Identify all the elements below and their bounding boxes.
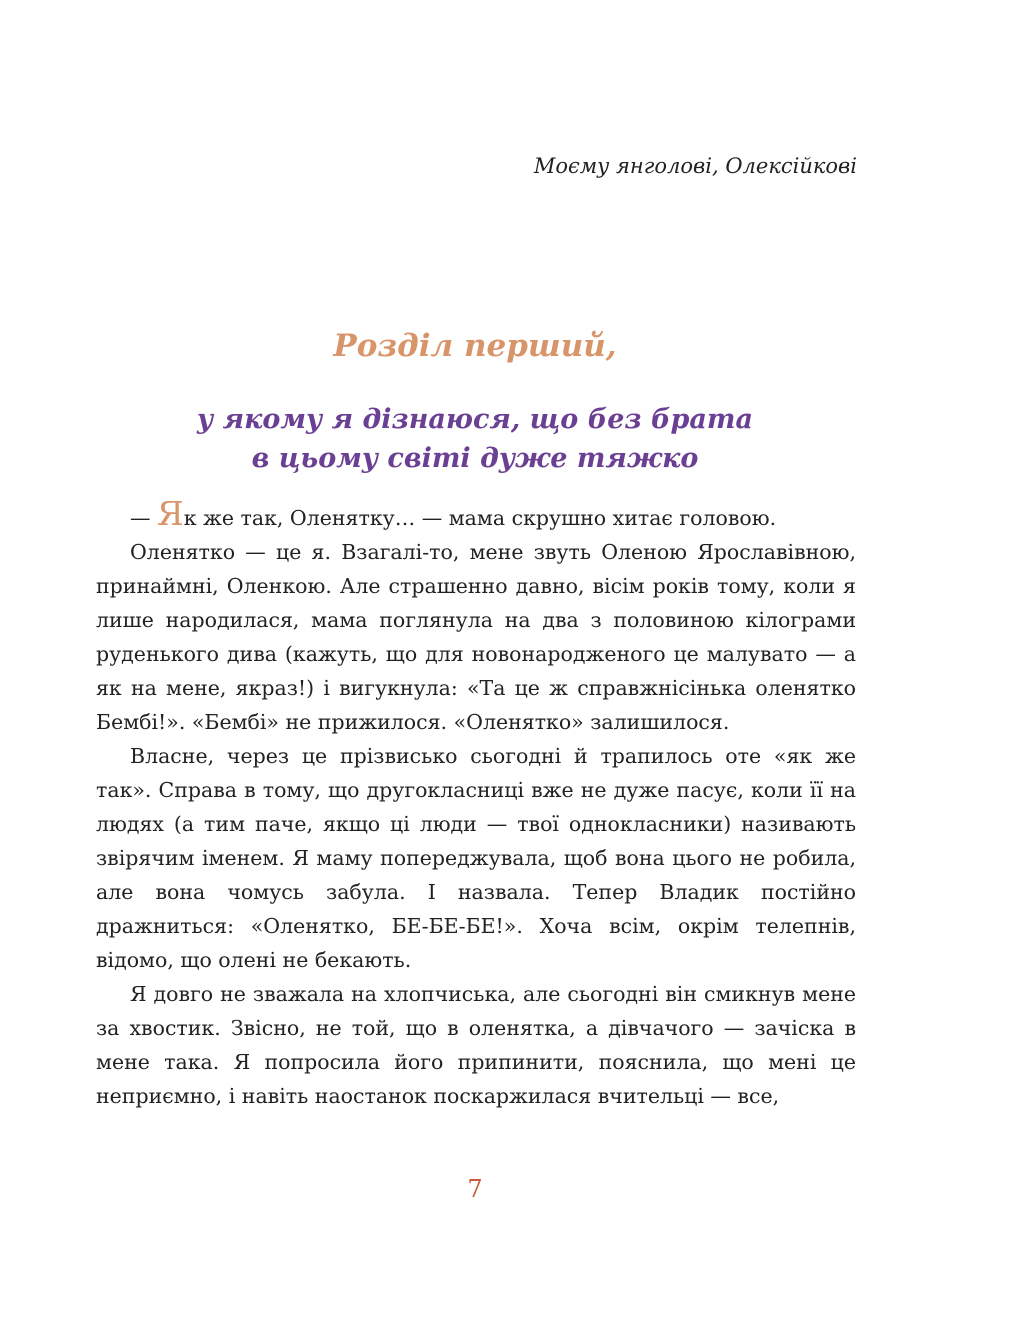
chapter-subtitle: [0, 400, 950, 478]
paragraph-1-dash: —: [130, 506, 158, 530]
paragraph-1-text: к же так, Оленятку… — мама скрушно хитає головою.: [183, 506, 777, 530]
paragraph-3: Власне, через це прізвисько сьогодні й трапилось оте «як же так». Справа в тому, що другокласниці вже не дуже пасує, коли її на людях (а тим паче, якщо ці люди — твої однокласники) називають звірячим іменем. Я маму попереджувала, щоб вона цього не робила, але вона чомусь забула. І назвала. Тепер Владик постійно дражниться: «Оленятко, БЕ-БЕ-БЕ!». Хоча всім, окрім телепнів, відомо, що олені не бекають.: [96, 744, 856, 972]
paragraph-2: Оленятко — це я. Взагалі-то, мене звуть Оленою Ярославівною, принаймні, Оленкою. Але страшенно давно, вісім років тому, коли я лише народилася, мама поглянула на два з половиною кілограми руденького дива (кажуть, що для новонародженого це малувато — а як на мене, якраз!) і вигукнула: «Та це ж справжнісінька оленятко Бембі!». «Бембі» не прижилося. «Оленятко» залишилося.: [96, 540, 856, 734]
drop-cap: Я: [157, 494, 184, 533]
chapter-subtitle-line-1: у якому я дізнаюся, що без брата: [197, 404, 753, 435]
page-number: 7: [467, 1175, 483, 1203]
chapter-title: Розділ перший,: [333, 328, 617, 364]
body-text: [96, 494, 856, 1113]
paragraph-4: Я довго не зважала на хлопчиська, але сьогодні він смикнув мене за хвостик. Звісно, не той, що в оленятка, а дівчачого — зачіска в мене така. Я попросила його припинити, пояснила, що мені це неприємно, і навіть наостанок поскаржилася вчительці — все,: [96, 982, 856, 1108]
chapter-subtitle-line-2: в цьому світі дуже тяжко: [251, 443, 699, 474]
paragraph-1: [96, 494, 856, 535]
dedication: Моєму янголові, Олексійкові: [533, 154, 857, 178]
